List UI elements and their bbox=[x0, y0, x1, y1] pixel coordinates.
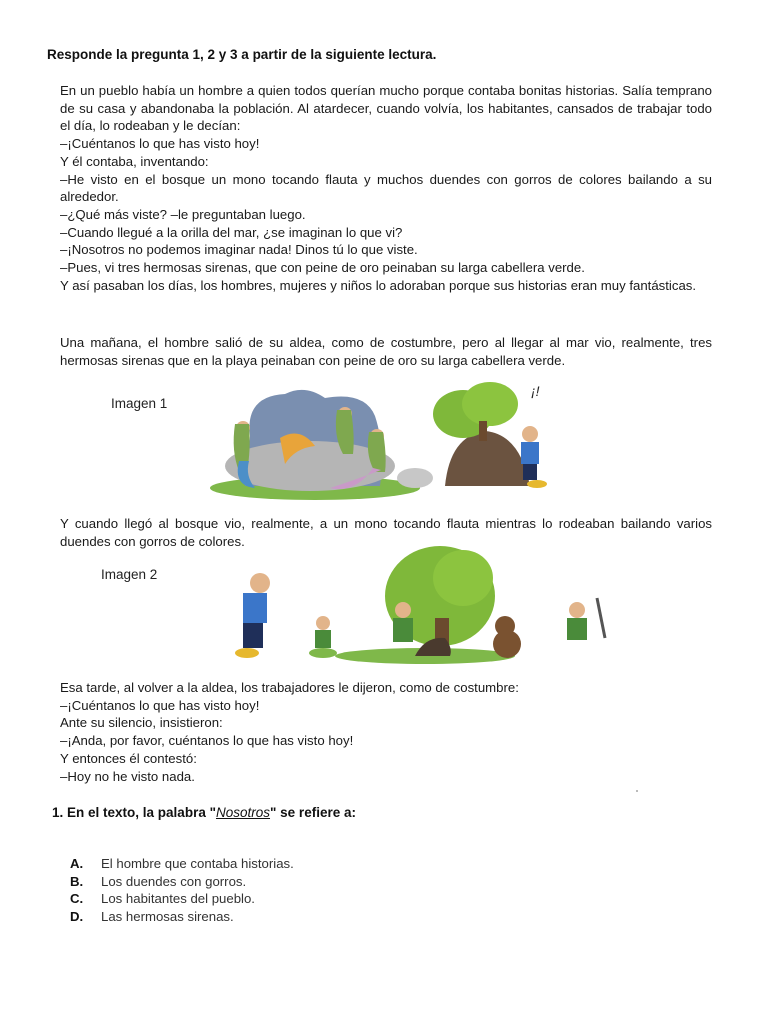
dialogue-line: –Cuando llegué a la orilla del mar, ¿se imaginan lo que vi? bbox=[60, 224, 403, 240]
question-keyword: Nosotros bbox=[215, 805, 271, 820]
image-1-illustration bbox=[205, 376, 565, 506]
dialogue-line: –¿Qué más viste? –le preguntaban luego. bbox=[60, 206, 306, 222]
option-text: Los habitantes del pueblo. bbox=[101, 891, 255, 907]
elf-figure bbox=[309, 616, 337, 658]
option-letter: A. bbox=[70, 856, 84, 872]
reading-instruction: Responde la pregunta 1, 2 y 3 a partir de la siguiente lectura. bbox=[47, 47, 437, 62]
option-c[interactable] bbox=[70, 890, 294, 908]
reading-part-2 bbox=[60, 334, 712, 369]
monkey-figure bbox=[493, 616, 521, 658]
elf-figure bbox=[393, 602, 413, 642]
paragraph: Y así pasaban los días, los hombres, mujeres y niños lo adoraban porque sus historias eran muy fantásticas. bbox=[60, 277, 697, 293]
image-2-illustration bbox=[205, 538, 615, 668]
dialogue-line: –¡Anda, por favor, cuéntanos lo que has visto hoy! bbox=[60, 733, 354, 749]
question-suffix: " se refiere a: bbox=[270, 805, 356, 820]
dialogue-line: Y él contaba, inventando: bbox=[60, 153, 209, 169]
question-prefix: En el texto, la palabra " bbox=[67, 805, 216, 820]
man-figure bbox=[235, 573, 270, 658]
image-2-label: Imagen 2 bbox=[101, 567, 158, 582]
option-a[interactable] bbox=[70, 855, 294, 873]
option-text: Las hermosas sirenas. bbox=[101, 908, 234, 924]
dialogue-line: Y entonces él contestó: bbox=[60, 750, 197, 766]
reading-part-4 bbox=[60, 679, 712, 785]
dialogue-line: –He visto en el bosque un mono tocando flauta y muchos duendes con gorros de colores bailando a su alrededor. bbox=[60, 171, 712, 205]
paragraph: Y cuando llegó al bosque vio, realmente, a un mono tocando flauta mientras lo rodeaban bailando varios duendes con gorros de colores. bbox=[60, 516, 712, 549]
paragraph: Esa tarde, al volver a la aldea, los trabajadores le dijeron, como de costumbre: bbox=[60, 680, 519, 695]
stray-mark bbox=[636, 790, 638, 792]
paragraph: Una mañana, el hombre salió de su aldea, como de costumbre, pero al llegar al mar vio, realmente, tres hermosas sirenas que en la playa peinaban con peine de oro su larga cabellera verde. bbox=[60, 335, 712, 368]
option-letter: D. bbox=[70, 908, 84, 924]
dialogue-line: –¡Cuéntanos lo que has visto hoy! bbox=[60, 136, 260, 152]
man-figure bbox=[521, 426, 547, 488]
option-letter: B. bbox=[70, 873, 84, 889]
option-d[interactable] bbox=[70, 908, 294, 926]
dialogue-line: Ante su silencio, insistieron: bbox=[60, 715, 223, 731]
option-b[interactable] bbox=[70, 873, 294, 891]
dialogue-line: –¡Nosotros no podemos imaginar nada! Dinos tú lo que viste. bbox=[60, 242, 418, 258]
dialogue-line: –Hoy no he visto nada. bbox=[60, 768, 195, 784]
image-1-label: Imagen 1 bbox=[111, 396, 168, 411]
option-text: Los duendes con gorros. bbox=[101, 873, 247, 889]
option-letter: C. bbox=[70, 891, 84, 907]
question-number: 1. bbox=[52, 805, 64, 820]
dialogue-line: –Pues, vi tres hermosas sirenas, que con peine de oro peinaban su larga cabellera verde. bbox=[60, 260, 585, 276]
exclamation-mark: ¡! bbox=[531, 383, 540, 399]
dialogue-line: –¡Cuéntanos lo que has visto hoy! bbox=[60, 697, 260, 713]
reading-part-1 bbox=[60, 82, 712, 294]
paragraph: En un pueblo había un hombre a quien todos querían mucho porque contaba bonitas historias. Salía temprano de su casa y abandonaba la población. Al atardecer, cuando volvía, los habitantes, cansados de trabajar todo el día, lo rodeaban y le decían: bbox=[60, 83, 712, 134]
option-text: El hombre que contaba historias. bbox=[101, 856, 294, 872]
question-1 bbox=[52, 805, 356, 820]
answer-options bbox=[70, 855, 294, 925]
elf-figure bbox=[567, 598, 605, 640]
